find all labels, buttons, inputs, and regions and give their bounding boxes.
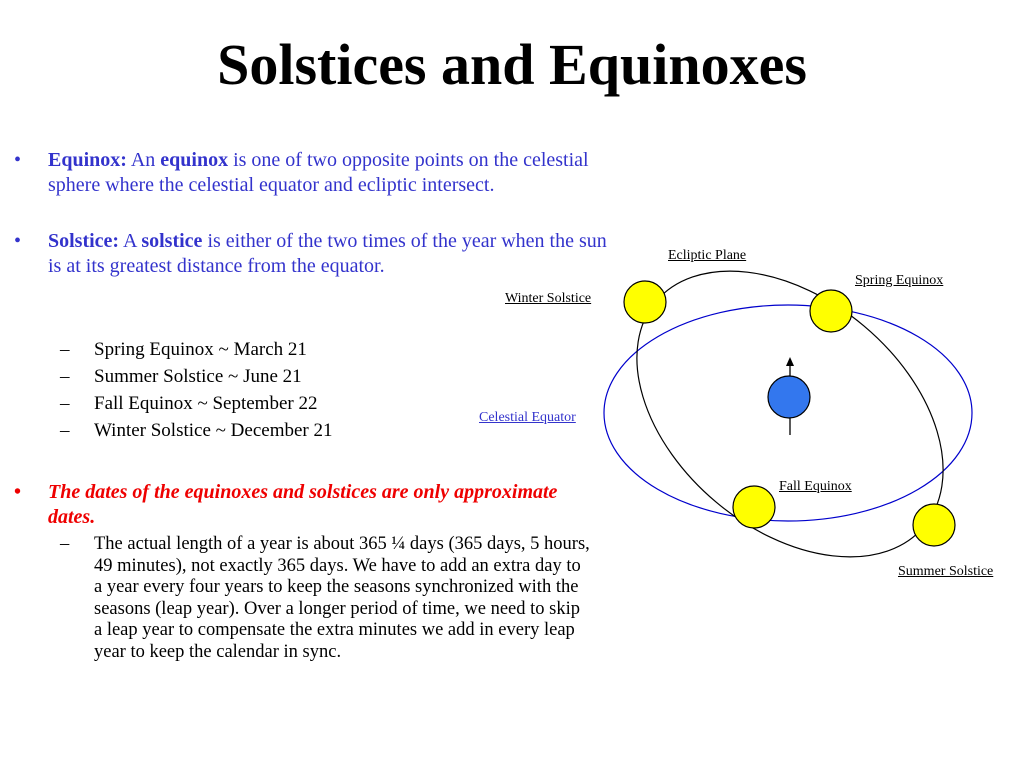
label-spring-equinox: Spring Equinox	[855, 273, 944, 288]
earth-axis-arrow	[786, 357, 794, 366]
label-ecliptic-plane: Ecliptic Plane	[668, 248, 747, 263]
bullet-marker: •	[14, 149, 22, 171]
slide-title: Solstices and Equinoxes	[217, 32, 807, 97]
solstice-definition-text: is either of the two times of the year when the sun is at its greatest distance from the equator.	[48, 230, 607, 277]
keyword-solstice: solstice	[141, 230, 203, 252]
label-celestial-equator: Celestial Equator	[479, 410, 576, 425]
date-summer-solstice: Summer Solstice ~ June 21	[94, 366, 302, 387]
dash-marker: –	[60, 534, 70, 554]
dash-marker: –	[60, 393, 70, 414]
approximate-dates-text: The dates of the equinoxes and solstices are only approximate dates.	[48, 481, 558, 528]
dash-marker: –	[60, 366, 70, 387]
sun-spring-equinox	[810, 290, 852, 332]
term-equinox: Equinox:	[48, 149, 127, 171]
dash-marker: –	[60, 420, 70, 441]
label-fall-equinox: Fall Equinox	[779, 479, 852, 494]
bullet-equinox-definition	[14, 148, 608, 198]
label-summer-solstice: Summer Solstice	[898, 564, 994, 579]
keyword-equinox: equinox	[160, 149, 229, 171]
term-solstice: Solstice:	[48, 230, 120, 252]
solstice-prefix: A	[119, 230, 142, 252]
sun-winter-solstice	[624, 281, 666, 323]
equinox-prefix: An	[126, 149, 161, 171]
date-winter-solstice: Winter Solstice ~ December 21	[94, 420, 333, 441]
dash-marker: –	[60, 339, 70, 360]
date-fall-equinox: Fall Equinox ~ September 22	[94, 393, 318, 414]
orbit-diagram	[470, 230, 1024, 600]
date-spring-equinox: Spring Equinox ~ March 21	[94, 339, 307, 360]
leap-year-note-text: The actual length of a year is about 365 ¼ days (365 days, 5 hours, 49 minutes), not exactly 365 days. We have to add an extra day to a year every four years to keep the seasons synchronized with the seasons (leap year). Over a longer period of time, we need to skip a leap year to compensate the extra minutes we add in every leap year to keep the calendar in sync.	[94, 534, 590, 662]
bullet-marker: •	[14, 481, 22, 503]
sun-summer-solstice	[913, 504, 955, 546]
bullet-marker: •	[14, 230, 22, 252]
equinox-definition-text: is one of two opposite points on the celestial sphere where the celestial equator and ecliptic intersect.	[48, 149, 589, 196]
sun-fall-equinox	[733, 486, 775, 528]
earth	[768, 376, 810, 418]
label-winter-solstice: Winter Solstice	[505, 291, 592, 306]
